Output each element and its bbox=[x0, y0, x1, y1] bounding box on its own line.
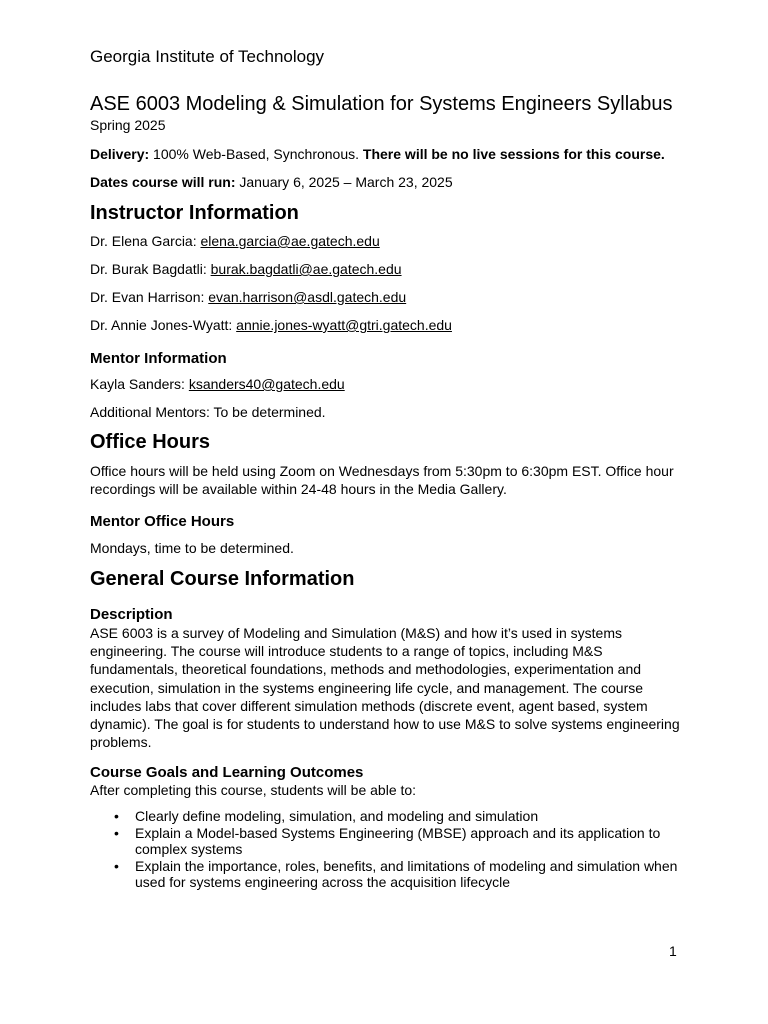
mentor-email-link[interactable]: ksanders40@gatech.edu bbox=[188, 376, 345, 392]
list-item bbox=[90, 825, 690, 858]
dates-value: January 6, 2025 – March 23, 2025 bbox=[239, 174, 453, 190]
office-hours-text: Office hours will be held using Zoom on Wednesdays from 5:30pm to 6:30pm EST. Office hour recordings will be available within 24-48 hours in the Media Gallery. bbox=[90, 463, 674, 498]
mentor-office-hours-heading: Mentor Office Hours bbox=[90, 513, 235, 530]
institution-name: Georgia Institute of Technology bbox=[90, 47, 325, 66]
page-number: 1 bbox=[669, 943, 677, 959]
bullet-icon: • bbox=[114, 808, 119, 824]
dates-line bbox=[90, 174, 453, 190]
dates-label: Dates course will run: bbox=[90, 174, 236, 190]
instructor-email-link[interactable]: evan.harrison@asdl.gatech.edu bbox=[208, 289, 407, 305]
description-text: ASE 6003 is a survey of Modeling and Simulation (M&S) and how it’s used in systems engineering. The course will introduce students to a range of topics, including M&S fundamentals, theoretical foundations, methods and methodologies, experimentation and execution, simulation in the systems engineering life cycle, and management. The course includes labs that cover different simulation methods (discrete event, agent based, system dynamic). The goal is for students to understand how to use M&S to solve systems engineering problems. bbox=[90, 625, 680, 751]
instructor-row bbox=[90, 233, 380, 249]
instructor-name: Dr. Annie Jones-Wyatt: bbox=[90, 317, 233, 333]
additional-mentors-text: Additional Mentors: To be determined. bbox=[90, 404, 326, 420]
delivery-label: Delivery: bbox=[90, 146, 150, 162]
general-course-heading: General Course Information bbox=[90, 568, 355, 590]
mentor-heading: Mentor Information bbox=[90, 350, 227, 367]
description-heading: Description bbox=[90, 606, 173, 623]
document-title: ASE 6003 Modeling & Simulation for Systems Engineers Syllabus bbox=[90, 93, 673, 115]
instructor-heading: Instructor Information bbox=[90, 202, 299, 224]
outcome-text: Clearly define modeling, simulation, and modeling and simulation bbox=[135, 808, 539, 824]
bullet-icon: • bbox=[114, 857, 119, 874]
instructor-email-link[interactable]: burak.bagdatli@ae.gatech.edu bbox=[210, 261, 402, 277]
instructor-name: Dr. Evan Harrison: bbox=[90, 289, 205, 305]
bullet-icon: • bbox=[114, 824, 119, 841]
mentor-name: Kayla Sanders: bbox=[90, 376, 185, 392]
office-hours-heading: Office Hours bbox=[90, 431, 211, 453]
mentor-row bbox=[90, 376, 345, 392]
list-item bbox=[90, 808, 690, 825]
delivery-note: There will be no live sessions for this course. bbox=[362, 146, 665, 162]
outcome-text: Explain the importance, roles, benefits, and limitations of modeling and simulation when used for systems engineering across the acquisition lifecycle bbox=[135, 857, 678, 890]
instructor-row bbox=[90, 317, 452, 333]
delivery-value: 100% Web-Based, Synchronous. bbox=[153, 146, 360, 162]
goals-intro: After completing this course, students will be able to: bbox=[90, 782, 417, 798]
instructor-row bbox=[90, 289, 406, 305]
instructor-row bbox=[90, 261, 402, 277]
list-item bbox=[90, 858, 690, 891]
term-label: Spring 2025 bbox=[90, 117, 166, 133]
goals-heading: Course Goals and Learning Outcomes bbox=[90, 764, 364, 781]
learning-outcomes-list bbox=[90, 808, 690, 891]
instructor-email-link[interactable]: elena.garcia@ae.gatech.edu bbox=[200, 233, 380, 249]
instructor-email-link[interactable]: annie.jones-wyatt@gtri.gatech.edu bbox=[236, 317, 452, 333]
instructor-name: Dr. Elena Garcia: bbox=[90, 233, 197, 249]
outcome-text: Explain a Model-based Systems Engineering (MBSE) approach and its application to complex systems bbox=[135, 824, 661, 857]
mentor-office-hours-text: Mondays, time to be determined. bbox=[90, 540, 294, 556]
instructor-name: Dr. Burak Bagdatli: bbox=[90, 261, 207, 277]
delivery-line bbox=[90, 146, 665, 162]
